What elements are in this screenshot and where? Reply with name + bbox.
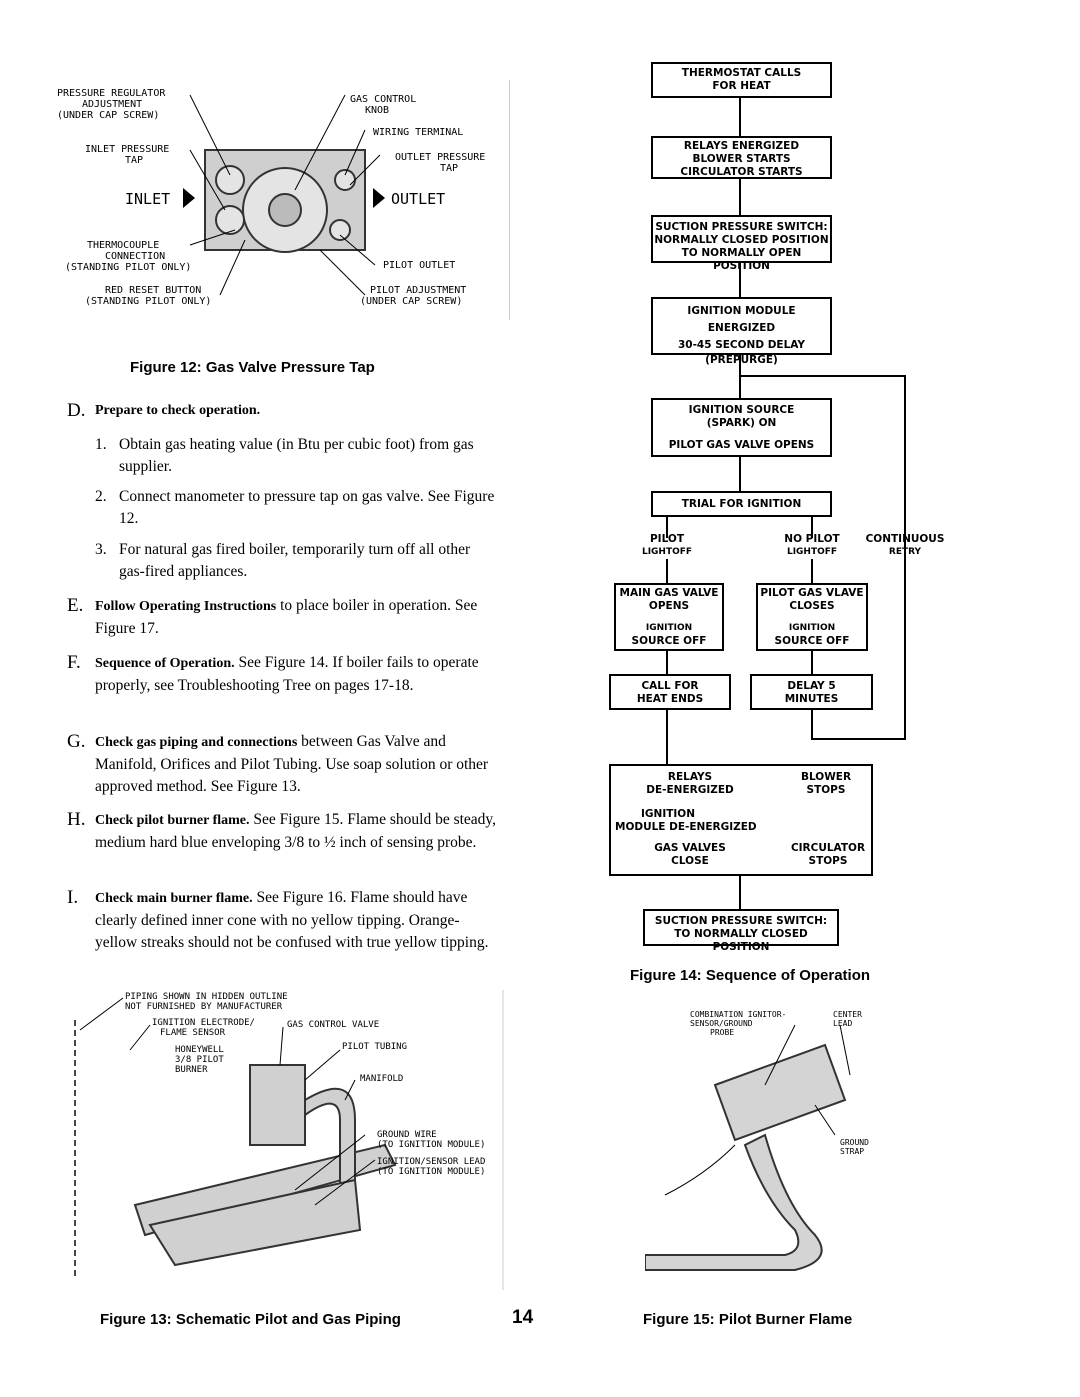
- label-manifold: MANIFOLD: [360, 1074, 404, 1084]
- page-number: 14: [512, 1307, 534, 1328]
- label-red-reset-2: (STANDING PILOT ONLY): [85, 296, 212, 307]
- step-1: [95, 434, 495, 478]
- connector-9: [739, 875, 741, 910]
- branch-no-pilot-lightoff: [772, 533, 852, 559]
- deenergized-ignition-1: IGNITION: [641, 808, 696, 820]
- section-e-text: to place boiler in operation. See Figure 17.: [95, 597, 478, 637]
- label-gas-control-1: GAS CONTROL: [350, 94, 417, 105]
- branch-pilot-lightoff: [630, 533, 704, 559]
- deenergized-valves-1: GAS VALVES: [654, 842, 726, 854]
- module-line-2: 30-45 SECOND DELAY: [677, 339, 806, 351]
- step-3-text: For natural gas fired boiler, temporarily turn off all other gas-fired appliances.: [119, 541, 471, 580]
- label-pilot-outlet: PILOT OUTLET: [383, 260, 456, 271]
- flow-box-suction-switch-2: [643, 909, 839, 953]
- section-d: [67, 400, 497, 422]
- deenergized-valves-2: CLOSE: [671, 855, 709, 867]
- connector-2: [739, 178, 741, 216]
- section-d-letter: D.: [67, 400, 86, 421]
- step-3-number: 3.: [95, 541, 107, 558]
- step-3: [95, 539, 495, 583]
- main-valve-line-2: OPENS: [648, 600, 690, 612]
- label-thermocouple-2: CONNECTION: [105, 251, 166, 262]
- flow-box-suction-switch-1: [651, 215, 832, 272]
- section-f-letter: F.: [67, 652, 81, 673]
- trial-label: TRIAL FOR IGNITION: [681, 498, 802, 510]
- continuous-line-1: CONTINUOUS: [865, 533, 945, 545]
- pilot-line-1: PILOT: [649, 533, 684, 545]
- flow-box-trial-for-ignition: [651, 491, 832, 517]
- section-f: [67, 652, 497, 697]
- section-f-bold: Sequence of Operation.: [95, 656, 235, 671]
- section-h-bold: Check pilot burner flame.: [95, 813, 250, 828]
- suction1-line-3: TO NORMALLY OPEN POSITION: [681, 247, 802, 272]
- delay-down-line: [811, 708, 813, 740]
- figure-15-caption: Figure 15: Pilot Burner Flame: [643, 1311, 853, 1328]
- retry-line-bottom: [811, 738, 906, 740]
- label-pilot-adjust-2: (UNDER CAP SCREW): [360, 296, 463, 307]
- flow-box-de-energized: [609, 764, 873, 876]
- deenergized-circulator-2: STOPS: [808, 855, 848, 867]
- label-red-reset-1: RED RESET BUTTON: [105, 285, 202, 296]
- label-piping-1: PIPING SHOWN IN HIDDEN OUTLINE: [125, 992, 288, 1002]
- label-ground-strap-2: STRAP: [840, 1147, 865, 1156]
- label-thermocouple-1: THERMOCOUPLE: [87, 240, 160, 251]
- relays-line-1: RELAYS ENERGIZED: [683, 140, 800, 152]
- section-i-letter: I.: [67, 887, 79, 908]
- delay-line-2: MINUTES: [784, 693, 839, 705]
- step-2: [95, 486, 495, 530]
- no-pilot-line-1: NO PILOT: [784, 533, 840, 545]
- flow-box-main-gas-valve: [614, 583, 724, 651]
- section-h-text: See Figure 15. Flame should be steady, medium hard blue enveloping 3/8 to ½ inch of sensing probe.: [95, 811, 497, 851]
- figure-13-caption: Figure 13: Schematic Pilot and Gas Piping: [100, 1311, 401, 1328]
- suction2-line-1: SUCTION PRESSURE SWITCH:: [654, 915, 828, 927]
- label-ignition-lead-1: IGNITION/SENSOR LEAD: [377, 1157, 486, 1167]
- section-h-letter: H.: [67, 809, 86, 830]
- connector-6: [666, 650, 668, 675]
- label-pilot-tubing: PILOT TUBING: [342, 1042, 408, 1052]
- label-outlet: OUTLET: [391, 190, 446, 208]
- label-pilot-adjust-1: PILOT ADJUSTMENT: [370, 285, 467, 296]
- label-honeywell-2: 3/8 PILOT: [175, 1055, 224, 1065]
- pilot-valve-line-2: CLOSES: [789, 600, 835, 612]
- section-e-bold: Follow Operating Instructions: [95, 599, 277, 614]
- label-piping-2: NOT FURNISHED BY MANUFACTURER: [125, 1002, 283, 1012]
- section-g-letter: G.: [67, 731, 86, 752]
- pilot-line-2: LIGHTOFF: [641, 547, 693, 557]
- flow-box-delay-5-minutes: [750, 674, 873, 710]
- branch-continuous-retry: [862, 533, 948, 559]
- deenergized-relays-1: RELAYS: [667, 771, 713, 783]
- connector-no-pilot-2: [811, 559, 813, 584]
- section-g-bold: Check gas piping and connections: [95, 735, 298, 750]
- label-inlet: INLET: [125, 190, 171, 208]
- deenergized-ignition-2: MODULE DE-ENERGIZED: [615, 821, 757, 833]
- figure-14-caption: Figure 14: Sequence of Operation: [630, 967, 871, 984]
- main-valve-line-4: SOURCE OFF: [631, 635, 707, 647]
- label-combination-3: PROBE: [710, 1028, 735, 1037]
- deenergized-blower-1: BLOWER: [800, 771, 852, 783]
- label-ground-1: GROUND WIRE: [377, 1130, 437, 1140]
- section-i-bold: Check main burner flame.: [95, 891, 253, 906]
- section-h: [67, 809, 497, 854]
- label-center-lead-2: LEAD: [833, 1019, 853, 1028]
- source-line-1: IGNITION SOURCE: [688, 404, 795, 416]
- label-gas-control-2: KNOB: [365, 105, 390, 116]
- call-ends-line-2: HEAT ENDS: [636, 693, 704, 705]
- label-honeywell-1: HONEYWELL: [175, 1045, 224, 1055]
- figure-13-piping-illustration: [55, 990, 505, 1290]
- label-gas-valve: GAS CONTROL VALVE: [287, 1020, 380, 1030]
- deenergized-relays-2: DE-ENERGIZED: [646, 784, 734, 796]
- figure-12-gas-valve-illustration: [55, 80, 510, 320]
- label-combination-2: SENSOR/GROUND: [690, 1019, 753, 1028]
- label-wiring-terminal: WIRING TERMINAL: [373, 127, 464, 138]
- step-1-text: Obtain gas heating value (in Btu per cubic foot) from gas supplier.: [119, 436, 474, 475]
- connector-1: [739, 97, 741, 137]
- label-electrode-1: IGNITION ELECTRODE/: [152, 1018, 255, 1028]
- label-regulator-1: PRESSURE REGULATOR: [57, 88, 166, 99]
- relays-line-2: BLOWER STARTS: [692, 153, 791, 165]
- section-d-heading: Prepare to check operation.: [95, 403, 261, 418]
- flow-box-call-for-heat-ends: [609, 674, 731, 710]
- flow-box-ignition-source: [651, 398, 832, 457]
- connector-8: [666, 710, 668, 765]
- label-outlet-tap-1: OUTLET PRESSURE: [395, 152, 486, 163]
- suction1-line-1: SUCTION PRESSURE SWITCH:: [655, 221, 828, 233]
- figure-12-caption: Figure 12: Gas Valve Pressure Tap: [130, 359, 375, 376]
- suction1-line-2: NORMALLY CLOSED POSITION: [654, 234, 829, 246]
- no-pilot-line-2: LIGHTOFF: [786, 547, 838, 557]
- thermostat-line-2: FOR HEAT: [712, 80, 771, 92]
- main-valve-line-3: IGNITION: [645, 623, 693, 633]
- flow-box-relays-energized: [651, 136, 832, 179]
- pilot-valve-line-1: PILOT GAS VLAVE: [760, 587, 864, 599]
- connector-pilot-2: [666, 559, 668, 584]
- connector-7: [811, 650, 813, 675]
- pilot-valve-line-4: SOURCE OFF: [774, 635, 850, 647]
- flow-box-module-energized: [651, 297, 832, 366]
- deenergized-blower-2: STOPS: [806, 784, 846, 796]
- retry-line-top: [739, 375, 906, 377]
- continuous-line-2: RETRY: [888, 547, 922, 557]
- label-outlet-tap-2: TAP: [440, 163, 459, 174]
- step-2-number: 2.: [95, 488, 107, 505]
- section-i: [67, 887, 497, 954]
- label-combination-1: COMBINATION IGNITOR-: [690, 1010, 787, 1019]
- deenergized-circulator-1: CIRCULATOR: [790, 842, 866, 854]
- figure-15-pilot-burner-illustration: [645, 1005, 895, 1280]
- section-e-letter: E.: [67, 595, 84, 616]
- thermostat-line-1: THERMOSTAT CALLS: [681, 67, 802, 79]
- label-electrode-2: FLAME SENSOR: [160, 1028, 226, 1038]
- section-i-text: See Figure 16. Flame should have clearly defined inner cone with no yellow tipping. Orange-yellow streaks should not be confused with true yellow tipping.: [95, 889, 489, 951]
- flow-box-pilot-gas-valve: [756, 583, 868, 651]
- section-f-text: See Figure 14. If boiler fails to operate properly, see Troubleshooting Tree on pages 17-18.: [95, 654, 479, 694]
- module-line-1: IGNITION MODULE ENERGIZED: [687, 305, 796, 334]
- section-e: [67, 595, 497, 640]
- source-line-3: PILOT GAS VALVE OPENS: [668, 439, 815, 451]
- label-inlet-tap-2: TAP: [125, 155, 144, 166]
- label-honeywell-3: BURNER: [175, 1065, 208, 1075]
- step-1-number: 1.: [95, 436, 107, 453]
- connector-5: [739, 456, 741, 492]
- flow-box-thermostat: [651, 62, 832, 98]
- label-ground-2: (TO IGNITION MODULE): [377, 1140, 486, 1150]
- label-thermocouple-3: (STANDING PILOT ONLY): [65, 262, 192, 273]
- section-g: [67, 731, 497, 798]
- label-ignition-lead-2: (TO IGNITION MODULE): [377, 1167, 486, 1177]
- call-ends-line-1: CALL FOR: [641, 680, 699, 692]
- pilot-valve-line-3: IGNITION: [788, 623, 836, 633]
- source-line-2: (SPARK) ON: [706, 417, 777, 429]
- label-center-lead-1: CENTER: [833, 1010, 862, 1019]
- section-g-text: between Gas Valve and Manifold, Orifices and Pilot Tubing. Use soap solution or other approved method. See Figure 13.: [95, 733, 489, 795]
- step-2-text: Connect manometer to pressure tap on gas valve. See Figure 12.: [119, 488, 495, 527]
- label-regulator-3: (UNDER CAP SCREW): [57, 110, 160, 121]
- module-line-3: (PREPURGE): [705, 354, 778, 366]
- suction2-line-2: TO NORMALLY CLOSED POSITION: [674, 928, 808, 953]
- label-regulator-2: ADJUSTMENT: [82, 99, 143, 110]
- label-ground-strap-1: GROUND: [840, 1138, 869, 1147]
- delay-line-1: DELAY 5: [787, 680, 836, 692]
- main-valve-line-1: MAIN GAS VALVE: [619, 587, 719, 599]
- relays-line-3: CIRCULATOR STARTS: [680, 166, 803, 178]
- label-inlet-tap-1: INLET PRESSURE: [85, 144, 170, 155]
